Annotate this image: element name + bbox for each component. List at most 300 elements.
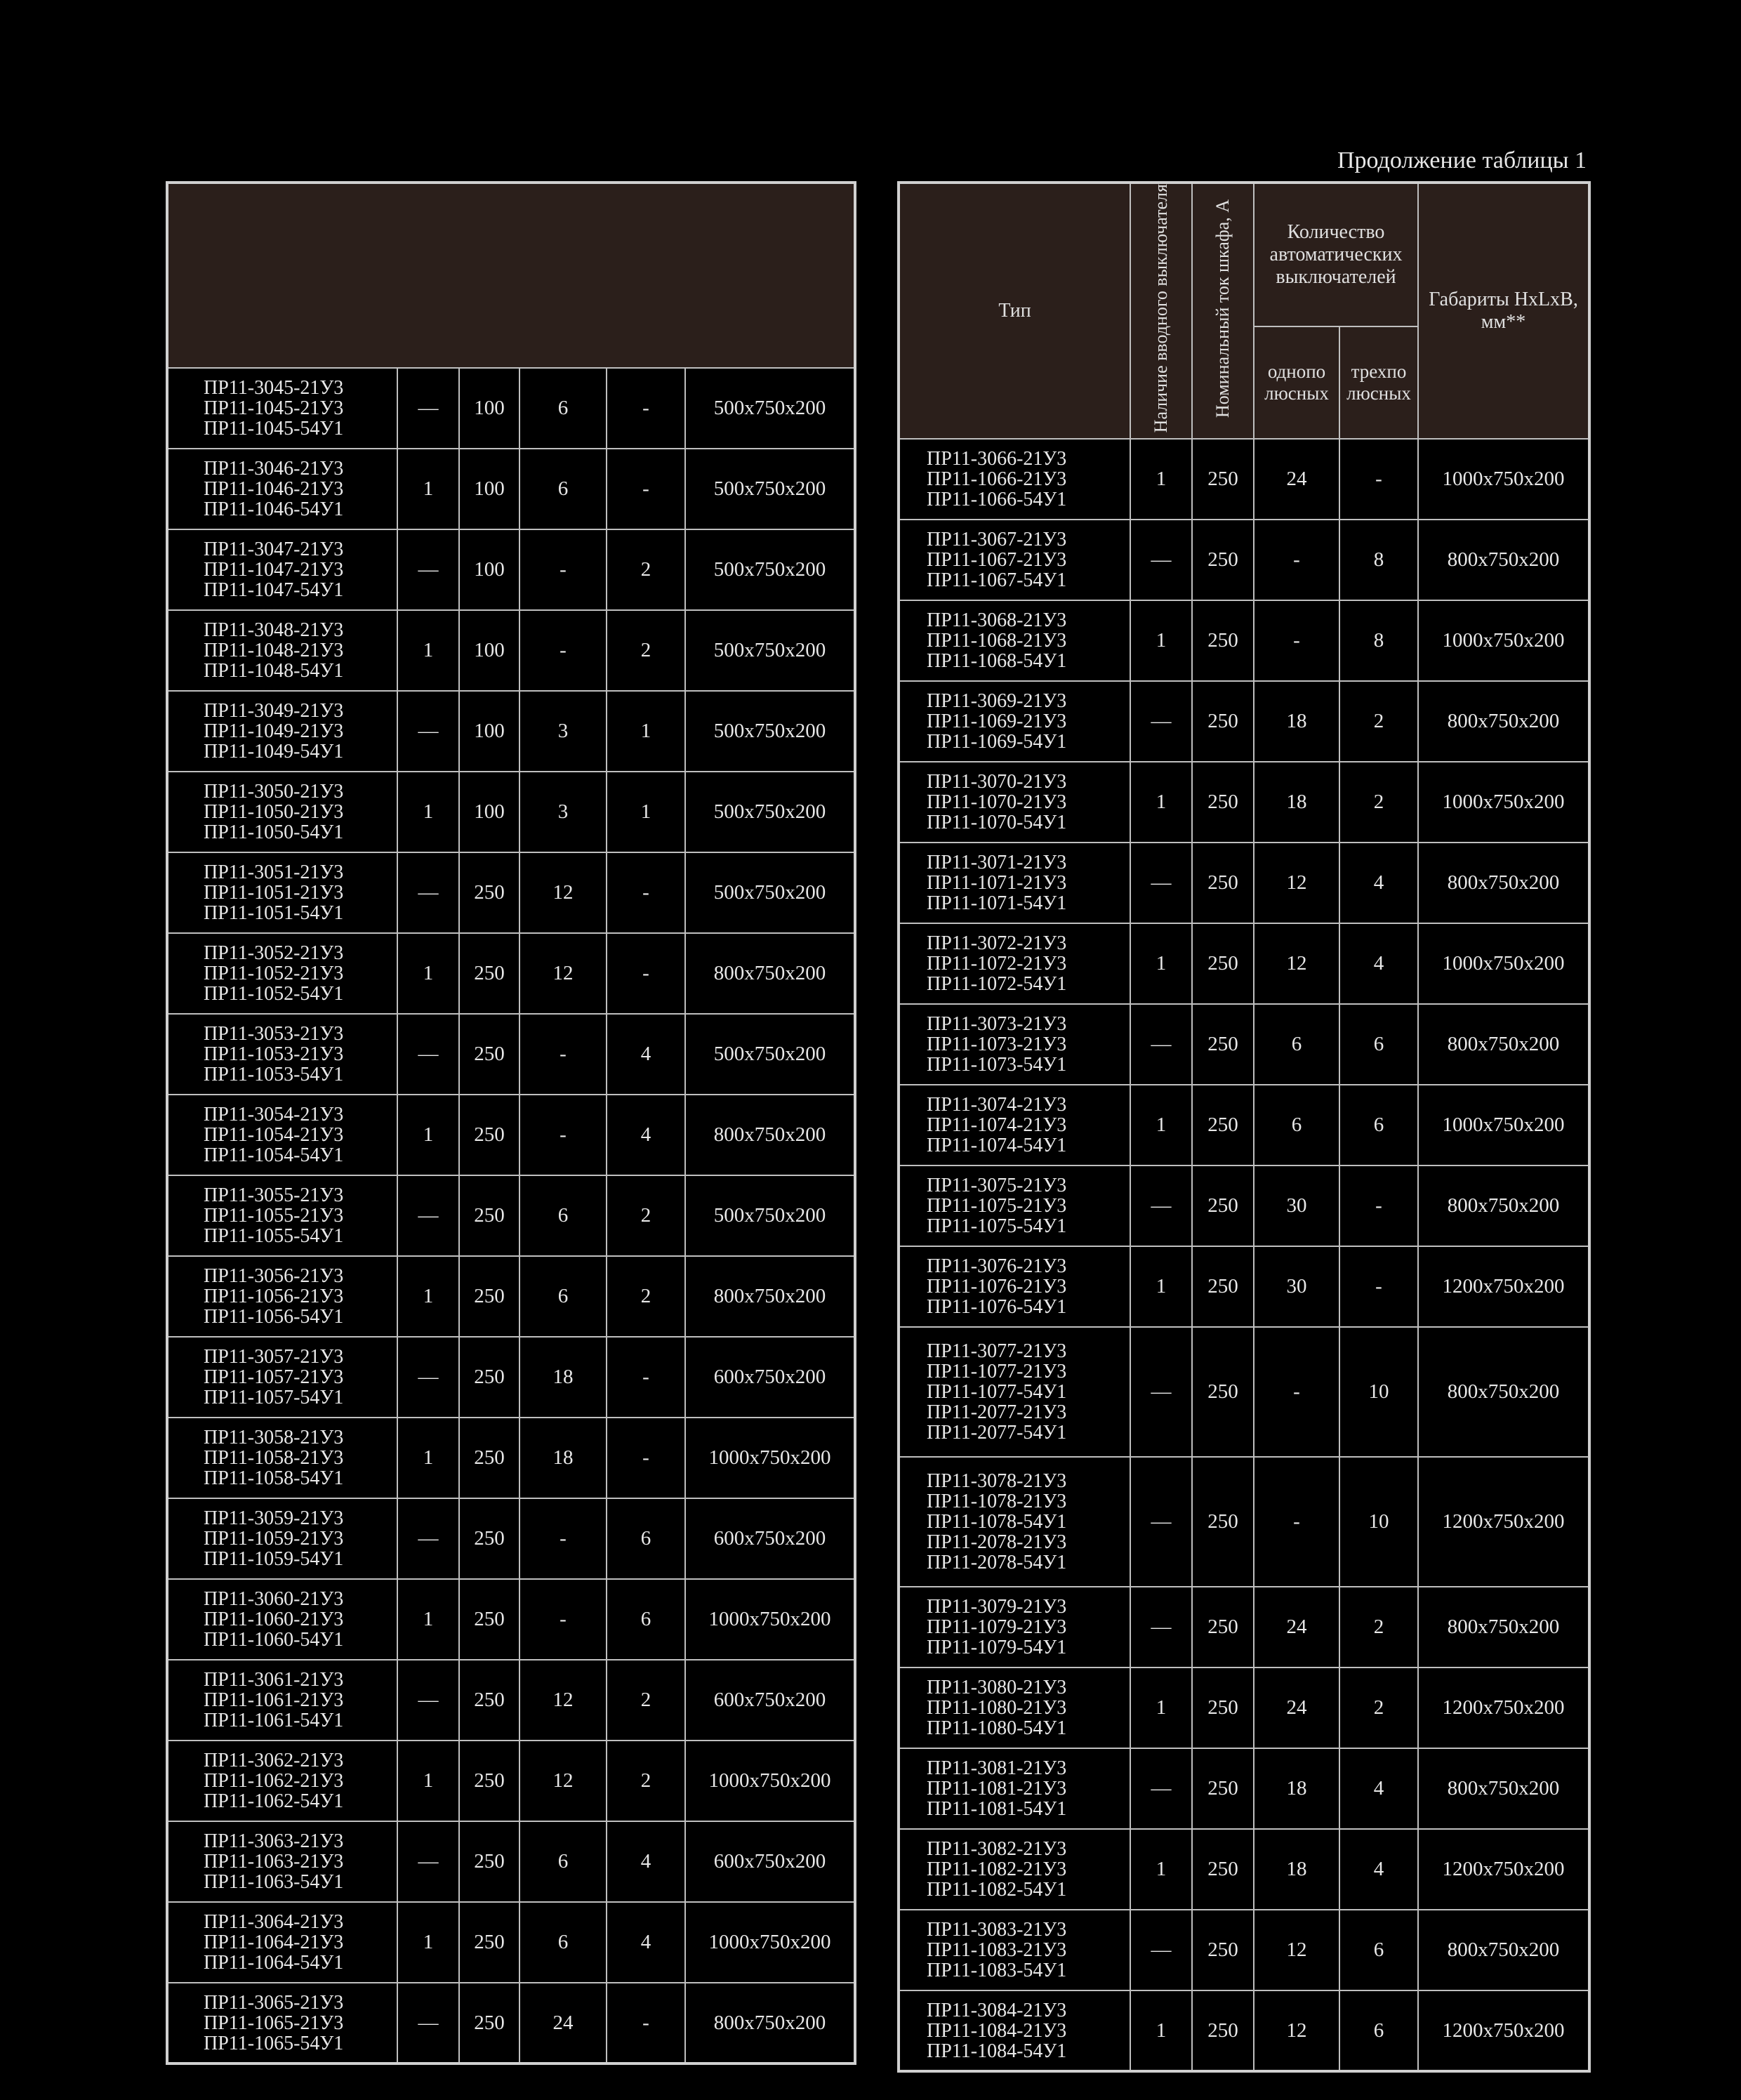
three-pole-cell: 1 xyxy=(607,691,685,772)
dimensions-cell: 1000x750x200 xyxy=(1418,923,1589,1004)
type-code: ПР11-1076-54У1 xyxy=(927,1296,1067,1319)
type-code: ПР11-3069-21У3 xyxy=(927,690,1067,713)
input-cell: — xyxy=(397,1821,459,1902)
table-row xyxy=(899,843,1589,923)
type-code: ПР11-1061-54У1 xyxy=(204,1710,344,1731)
table-row xyxy=(899,439,1589,520)
current-cell: 100 xyxy=(459,529,519,610)
table-row xyxy=(167,529,855,610)
type-code: ПР11-2077-21У3 xyxy=(927,1401,1067,1424)
current-cell: 250 xyxy=(459,852,519,933)
current-cell: 250 xyxy=(1192,600,1254,681)
single-pole-cell: - xyxy=(1254,520,1339,600)
type-code: ПР11-3051-21У3 xyxy=(204,861,344,883)
current-cell: 100 xyxy=(459,368,519,449)
single-pole-cell: - xyxy=(519,1579,607,1660)
type-code: ПР11-1073-54У1 xyxy=(927,1054,1067,1076)
current-cell: 250 xyxy=(459,1256,519,1337)
single-pole-cell: 24 xyxy=(1254,439,1339,520)
three-pole-cell: - xyxy=(607,1337,685,1418)
table-row xyxy=(167,1498,855,1579)
single-pole-cell: 12 xyxy=(519,1660,607,1741)
type-code: ПР11-3056-21У3 xyxy=(204,1265,344,1287)
type-code: ПР11-1054-21У3 xyxy=(204,1124,344,1146)
dimensions-cell: 1000x750x200 xyxy=(1418,600,1589,681)
single-pole-cell: 6 xyxy=(1254,1085,1339,1165)
type-code: ПР11-1079-54У1 xyxy=(927,1637,1067,1659)
single-pole-cell: 12 xyxy=(1254,1990,1339,2071)
table-row xyxy=(167,1983,855,2063)
type-code: ПР11-1066-54У1 xyxy=(927,489,1067,511)
type-cell xyxy=(167,772,397,852)
single-pole-cell: 18 xyxy=(1254,1748,1339,1829)
dimensions-cell: 800x750x200 xyxy=(1418,843,1589,923)
dimensions-cell: 1000x750x200 xyxy=(1418,439,1589,520)
type-cell xyxy=(167,1660,397,1741)
current-cell: 250 xyxy=(1192,923,1254,1004)
type-code: ПР11-1081-21У3 xyxy=(927,1778,1067,1800)
type-code: ПР11-2078-54У1 xyxy=(927,1552,1067,1574)
input-cell: — xyxy=(1130,843,1192,923)
three-pole-cell: - xyxy=(1339,1165,1418,1246)
type-cell xyxy=(167,1902,397,1983)
type-code: ПР11-1061-21У3 xyxy=(204,1689,344,1711)
type-cell xyxy=(899,439,1130,520)
single-pole-cell: - xyxy=(519,529,607,610)
type-code: ПР11-3076-21У3 xyxy=(927,1255,1067,1278)
table-row xyxy=(167,1579,855,1660)
type-cell xyxy=(167,610,397,691)
single-pole-cell: 12 xyxy=(519,852,607,933)
type-code: ПР11-1046-54У1 xyxy=(204,498,344,520)
current-cell: 250 xyxy=(1192,843,1254,923)
type-code: ПР11-1049-54У1 xyxy=(204,741,344,762)
type-code: ПР11-3064-21У3 xyxy=(204,1911,344,1933)
current-cell: 250 xyxy=(1192,1587,1254,1668)
type-code: ПР11-1072-21У3 xyxy=(927,953,1067,975)
type-code: ПР11-1050-21У3 xyxy=(204,801,344,823)
type-code: ПР11-3080-21У3 xyxy=(927,1677,1067,1699)
input-cell: — xyxy=(397,1660,459,1741)
single-pole-cell: 6 xyxy=(519,368,607,449)
table-caption: Продолжение таблицы 1 xyxy=(1337,147,1587,173)
type-code: ПР11-3065-21У3 xyxy=(204,1991,344,2014)
dimensions-cell: 500x750x200 xyxy=(685,1175,855,1256)
table-row xyxy=(899,923,1589,1004)
single-pole-cell: - xyxy=(519,1498,607,1579)
dimensions-cell: 600x750x200 xyxy=(685,1660,855,1741)
type-code: ПР11-1058-21У3 xyxy=(204,1447,344,1469)
three-pole-cell: - xyxy=(1339,1246,1418,1327)
dimensions-cell: 1200x750x200 xyxy=(1418,1668,1589,1748)
type-code: ПР11-1078-21У3 xyxy=(927,1491,1067,1513)
type-code: ПР11-1078-54У1 xyxy=(927,1511,1067,1533)
right-table-body xyxy=(899,439,1589,2071)
three-pole-cell: 2 xyxy=(607,1741,685,1821)
type-code: ПР11-3067-21У3 xyxy=(927,529,1067,551)
current-cell: 250 xyxy=(459,1095,519,1175)
type-cell xyxy=(899,1990,1130,2071)
type-code: ПР11-1075-54У1 xyxy=(927,1215,1067,1238)
three-pole-cell: 2 xyxy=(607,1175,685,1256)
type-code: ПР11-1054-54У1 xyxy=(204,1144,344,1166)
current-cell: 250 xyxy=(1192,1668,1254,1748)
type-code: ПР11-1048-54У1 xyxy=(204,660,344,682)
table-row xyxy=(899,1165,1589,1246)
current-cell: 250 xyxy=(1192,1246,1254,1327)
current-cell: 100 xyxy=(459,610,519,691)
dimensions-cell: 800x750x200 xyxy=(1418,1327,1589,1457)
input-cell: 1 xyxy=(397,610,459,691)
type-cell xyxy=(167,1983,397,2063)
three-pole-cell: 6 xyxy=(1339,1990,1418,2071)
type-code: ПР11-1053-21У3 xyxy=(204,1043,344,1065)
input-cell: 1 xyxy=(1130,762,1192,843)
current-cell: 250 xyxy=(1192,1457,1254,1587)
single-pole-cell: 18 xyxy=(1254,1829,1339,1910)
type-code: ПР11-3060-21У3 xyxy=(204,1588,344,1610)
dimensions-cell: 800x750x200 xyxy=(1418,520,1589,600)
type-code: ПР11-1051-21У3 xyxy=(204,882,344,904)
type-code: ПР11-1065-21У3 xyxy=(204,2012,344,2034)
input-cell: — xyxy=(1130,1587,1192,1668)
single-pole-cell: 6 xyxy=(1254,1004,1339,1085)
dimensions-cell: 800x750x200 xyxy=(1418,681,1589,762)
table-row xyxy=(167,1256,855,1337)
type-code: ПР11-1057-54У1 xyxy=(204,1387,344,1408)
type-code: ПР11-1074-54У1 xyxy=(927,1135,1067,1157)
type-code: ПР11-1065-54У1 xyxy=(204,2032,344,2054)
three-pole-cell: 2 xyxy=(1339,1587,1418,1668)
dimensions-cell: 800x750x200 xyxy=(1418,1748,1589,1829)
type-code: ПР11-1067-21У3 xyxy=(927,549,1067,572)
current-cell: 250 xyxy=(459,1418,519,1498)
type-code: ПР11-3049-21У3 xyxy=(204,700,344,722)
type-cell xyxy=(167,1498,397,1579)
single-pole-cell: 24 xyxy=(1254,1668,1339,1748)
three-pole-cell: 2 xyxy=(607,610,685,691)
dimensions-cell: 1000x750x200 xyxy=(685,1579,855,1660)
type-code: ПР11-1082-54У1 xyxy=(927,1879,1067,1901)
type-cell xyxy=(899,1457,1130,1587)
type-cell xyxy=(899,1004,1130,1085)
three-pole-cell: - xyxy=(1339,439,1418,520)
type-code: ПР11-1073-21У3 xyxy=(927,1034,1067,1056)
type-cell xyxy=(899,520,1130,600)
dimensions-cell: 500x750x200 xyxy=(685,691,855,772)
three-pole-cell: 2 xyxy=(607,1660,685,1741)
type-code: ПР11-3070-21У3 xyxy=(927,771,1067,793)
type-code: ПР11-1050-54У1 xyxy=(204,821,344,843)
table-row xyxy=(899,1668,1589,1748)
current-cell: 250 xyxy=(1192,1829,1254,1910)
type-code: ПР11-3055-21У3 xyxy=(204,1184,344,1206)
type-code: ПР11-3063-21У3 xyxy=(204,1830,344,1852)
header-breakers-count: Количество автоматических выключателей xyxy=(1254,183,1418,326)
three-pole-cell: 2 xyxy=(607,1256,685,1337)
type-code: ПР11-1080-21У3 xyxy=(927,1697,1067,1719)
type-code: ПР11-1047-54У1 xyxy=(204,579,344,601)
type-code: ПР11-2078-21У3 xyxy=(927,1531,1067,1554)
table-row xyxy=(899,1327,1589,1457)
type-code: ПР11-3077-21У3 xyxy=(927,1340,1067,1363)
dimensions-cell: 1000x750x200 xyxy=(685,1902,855,1983)
current-cell: 250 xyxy=(459,1498,519,1579)
three-pole-cell: 6 xyxy=(1339,1004,1418,1085)
type-code: ПР11-1071-21У3 xyxy=(927,872,1067,894)
type-code: ПР11-3052-21У3 xyxy=(204,942,344,964)
type-code: ПР11-1080-54У1 xyxy=(927,1717,1067,1740)
type-code: ПР11-3073-21У3 xyxy=(927,1013,1067,1036)
type-cell xyxy=(899,1327,1130,1457)
type-code: ПР11-1052-21У3 xyxy=(204,963,344,984)
three-pole-cell: 10 xyxy=(1339,1457,1418,1587)
current-cell: 250 xyxy=(459,933,519,1014)
current-cell: 250 xyxy=(1192,762,1254,843)
three-pole-cell: - xyxy=(607,852,685,933)
type-cell xyxy=(167,933,397,1014)
input-cell: 1 xyxy=(1130,1668,1192,1748)
dimensions-cell: 500x750x200 xyxy=(685,368,855,449)
type-code: ПР11-1083-54У1 xyxy=(927,1960,1067,1982)
dimensions-cell: 800x750x200 xyxy=(1418,1910,1589,1990)
type-code: ПР11-1048-21У3 xyxy=(204,640,344,661)
current-cell: 100 xyxy=(459,691,519,772)
dimensions-cell: 1000x750x200 xyxy=(685,1418,855,1498)
three-pole-cell: 2 xyxy=(1339,1668,1418,1748)
table-row xyxy=(167,368,855,449)
input-cell: — xyxy=(1130,520,1192,600)
current-cell: 250 xyxy=(459,1902,519,1983)
table-row xyxy=(167,449,855,529)
type-code: ПР11-3048-21У3 xyxy=(204,619,344,641)
table-row xyxy=(167,691,855,772)
type-code: ПР11-1049-21У3 xyxy=(204,720,344,742)
input-cell: 1 xyxy=(1130,1246,1192,1327)
three-pole-cell: 4 xyxy=(1339,1748,1418,1829)
dimensions-cell: 500x750x200 xyxy=(685,610,855,691)
type-cell xyxy=(167,529,397,610)
dimensions-cell: 800x750x200 xyxy=(685,1983,855,2063)
type-code: ПР11-1059-54У1 xyxy=(204,1548,344,1570)
table-row xyxy=(167,1418,855,1498)
input-cell: — xyxy=(397,368,459,449)
type-cell xyxy=(899,1246,1130,1327)
single-pole-cell: - xyxy=(1254,1457,1339,1587)
left-header-cell xyxy=(167,183,855,368)
type-code: ПР11-1069-21У3 xyxy=(927,711,1067,733)
dimensions-cell: 600x750x200 xyxy=(685,1337,855,1418)
table-row xyxy=(167,1337,855,1418)
input-cell: — xyxy=(1130,1457,1192,1587)
header-rated-current: Номинальный ток шкафа, А xyxy=(1192,183,1254,439)
type-code: ПР11-1063-54У1 xyxy=(204,1871,344,1893)
table-row xyxy=(899,681,1589,762)
three-pole-cell: - xyxy=(607,1983,685,2063)
dimensions-cell: 500x750x200 xyxy=(685,1014,855,1095)
type-cell xyxy=(167,1095,397,1175)
single-pole-cell: 12 xyxy=(1254,843,1339,923)
table-row xyxy=(167,1175,855,1256)
left-table-body xyxy=(167,368,855,2063)
input-cell: — xyxy=(397,529,459,610)
type-code: ПР11-1076-21У3 xyxy=(927,1276,1067,1298)
type-cell xyxy=(899,923,1130,1004)
single-pole-cell: 12 xyxy=(519,933,607,1014)
type-cell xyxy=(167,368,397,449)
current-cell: 250 xyxy=(1192,1990,1254,2071)
type-cell xyxy=(899,1748,1130,1829)
type-code: ПР11-3047-21У3 xyxy=(204,539,344,560)
type-cell xyxy=(167,449,397,529)
three-pole-cell: 6 xyxy=(607,1498,685,1579)
type-cell xyxy=(899,762,1130,843)
type-code: ПР11-3078-21У3 xyxy=(927,1470,1067,1493)
dimensions-cell: 500x750x200 xyxy=(685,852,855,933)
type-code: ПР11-1059-21У3 xyxy=(204,1528,344,1550)
input-cell: 1 xyxy=(397,1902,459,1983)
type-code: ПР11-3072-21У3 xyxy=(927,932,1067,955)
type-code: ПР11-1082-21У3 xyxy=(927,1858,1067,1881)
type-cell xyxy=(167,1741,397,1821)
input-cell: — xyxy=(397,691,459,772)
type-cell xyxy=(167,852,397,933)
type-code: ПР11-3059-21У3 xyxy=(204,1507,344,1529)
table-row xyxy=(167,1660,855,1741)
type-code: ПР11-1064-21У3 xyxy=(204,1931,344,1953)
type-code: ПР11-1077-54У1 xyxy=(927,1381,1067,1404)
three-pole-cell: 4 xyxy=(607,1014,685,1095)
type-code: ПР11-1066-21У3 xyxy=(927,468,1067,491)
single-pole-cell: 18 xyxy=(519,1337,607,1418)
current-cell: 250 xyxy=(459,1660,519,1741)
type-cell xyxy=(167,1175,397,1256)
dimensions-cell: 500x750x200 xyxy=(685,449,855,529)
dimensions-cell: 800x750x200 xyxy=(1418,1004,1589,1085)
three-pole-cell: - xyxy=(607,449,685,529)
type-code: ПР11-3058-21У3 xyxy=(204,1427,344,1448)
header-three-pole: трехпо люсных xyxy=(1339,326,1418,440)
three-pole-cell: 4 xyxy=(1339,843,1418,923)
current-cell: 250 xyxy=(1192,1085,1254,1165)
dimensions-cell: 1200x750x200 xyxy=(1418,1457,1589,1587)
type-cell xyxy=(167,1579,397,1660)
table-row xyxy=(899,1246,1589,1327)
table-row xyxy=(899,1910,1589,1990)
table-row xyxy=(899,1829,1589,1910)
table-row xyxy=(899,1085,1589,1165)
input-cell: — xyxy=(1130,1165,1192,1246)
type-code: ПР11-1084-21У3 xyxy=(927,2019,1067,2042)
single-pole-cell: 6 xyxy=(519,1821,607,1902)
input-cell: 1 xyxy=(1130,1085,1192,1165)
type-cell xyxy=(899,600,1130,681)
input-cell: — xyxy=(397,1175,459,1256)
table-row xyxy=(899,600,1589,681)
right-header-row-1 xyxy=(899,183,1589,326)
three-pole-cell: 2 xyxy=(1339,762,1418,843)
left-header-blank xyxy=(167,183,855,368)
dimensions-cell: 1200x750x200 xyxy=(1418,1246,1589,1327)
current-cell: 250 xyxy=(459,1821,519,1902)
three-pole-cell: 4 xyxy=(607,1821,685,1902)
type-cell xyxy=(899,1910,1130,1990)
current-cell: 250 xyxy=(459,1579,519,1660)
current-cell: 250 xyxy=(1192,1327,1254,1457)
type-cell xyxy=(899,1587,1130,1668)
type-code: ПР11-3057-21У3 xyxy=(204,1346,344,1368)
header-dimensions: Габариты HxLxB, мм** xyxy=(1418,183,1589,439)
type-code: ПР11-3045-21У3 xyxy=(204,377,344,399)
current-cell: 250 xyxy=(1192,681,1254,762)
current-cell: 250 xyxy=(1192,1165,1254,1246)
type-code: ПР11-3061-21У3 xyxy=(204,1669,344,1691)
type-code: ПР11-3079-21У3 xyxy=(927,1596,1067,1618)
type-code: ПР11-1077-21У3 xyxy=(927,1361,1067,1383)
input-cell: — xyxy=(397,1014,459,1095)
single-pole-cell: - xyxy=(1254,600,1339,681)
type-code: ПР11-1074-21У3 xyxy=(927,1114,1067,1137)
input-cell: — xyxy=(1130,681,1192,762)
single-pole-cell: 6 xyxy=(519,1175,607,1256)
type-code: ПР11-3082-21У3 xyxy=(927,1838,1067,1861)
type-code: ПР11-1084-54У1 xyxy=(927,2040,1067,2062)
single-pole-cell: 3 xyxy=(519,772,607,852)
input-cell: 1 xyxy=(1130,600,1192,681)
single-pole-cell: 6 xyxy=(519,1902,607,1983)
single-pole-cell: 12 xyxy=(1254,1910,1339,1990)
three-pole-cell: 6 xyxy=(1339,1085,1418,1165)
table-row xyxy=(167,933,855,1014)
three-pole-cell: 6 xyxy=(1339,1910,1418,1990)
single-pole-cell: 30 xyxy=(1254,1246,1339,1327)
single-pole-cell: 18 xyxy=(1254,681,1339,762)
single-pole-cell: 6 xyxy=(519,1256,607,1337)
type-code: ПР11-3053-21У3 xyxy=(204,1023,344,1045)
dimensions-cell: 1200x750x200 xyxy=(1418,1829,1589,1910)
type-code: ПР11-3050-21У3 xyxy=(204,781,344,803)
current-cell: 100 xyxy=(459,772,519,852)
type-cell xyxy=(167,1418,397,1498)
three-pole-cell: 8 xyxy=(1339,600,1418,681)
type-code: ПР11-1067-54У1 xyxy=(927,569,1067,592)
input-cell: 1 xyxy=(397,1741,459,1821)
three-pole-cell: - xyxy=(607,1418,685,1498)
single-pole-cell: 3 xyxy=(519,691,607,772)
type-code: ПР11-1058-54У1 xyxy=(204,1467,344,1489)
three-pole-cell: 4 xyxy=(1339,923,1418,1004)
type-code: ПР11-1045-54У1 xyxy=(204,418,344,440)
dimensions-cell: 800x750x200 xyxy=(685,1256,855,1337)
current-cell: 250 xyxy=(1192,1748,1254,1829)
type-cell xyxy=(167,691,397,772)
dimensions-cell: 800x750x200 xyxy=(685,1095,855,1175)
table-row xyxy=(899,520,1589,600)
input-cell: — xyxy=(1130,1327,1192,1457)
header-type: Тип xyxy=(899,183,1130,439)
type-cell xyxy=(167,1256,397,1337)
single-pole-cell: - xyxy=(519,1014,607,1095)
dimensions-cell: 800x750x200 xyxy=(1418,1165,1589,1246)
type-code: ПР11-1045-21У3 xyxy=(204,397,344,419)
three-pole-cell: 4 xyxy=(1339,1829,1418,1910)
current-cell: 250 xyxy=(459,1741,519,1821)
current-cell: 250 xyxy=(459,1983,519,2063)
single-pole-cell: 12 xyxy=(1254,923,1339,1004)
input-cell: 1 xyxy=(397,772,459,852)
type-code: ПР11-1070-54У1 xyxy=(927,812,1067,834)
type-cell xyxy=(167,1337,397,1418)
